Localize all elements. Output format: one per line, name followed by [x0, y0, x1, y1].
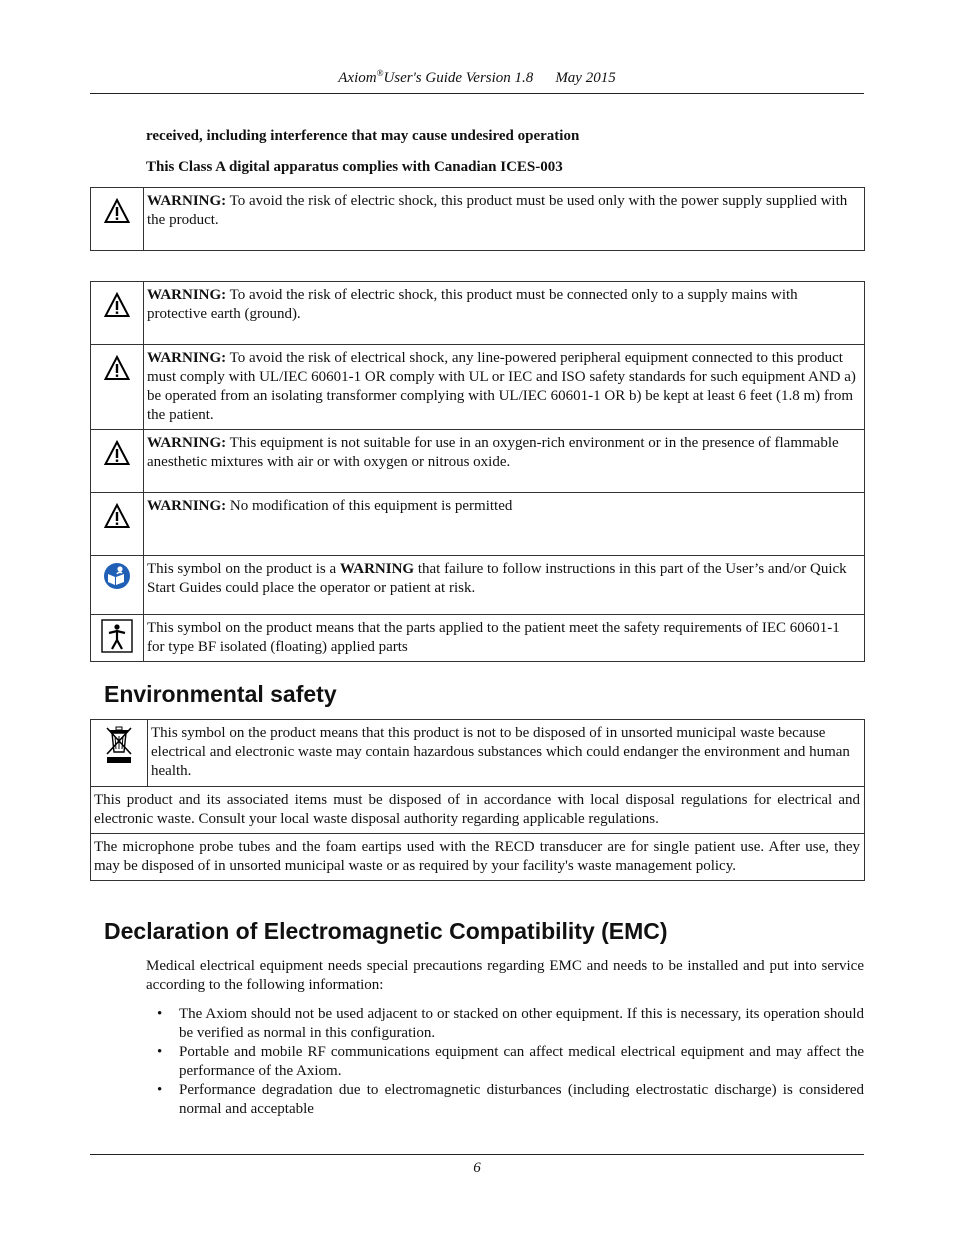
warning-row	[91, 493, 865, 556]
safety-warnings-table	[90, 281, 865, 662]
page-header	[90, 69, 864, 87]
list-item: • Portable and mobile RF communications equipment can affect medical electrical equipment and may affect the performance of the Axiom.	[157, 1044, 864, 1079]
warning-text: To avoid the risk of electrical shock, any line-powered peripheral equipment connected to this product must comply with UL/IEC 60601-1 OR comply with UL or IEC and ISO safety standards for such equipment AND a) be operated from an isolating transformer complying with UL/IEC 60601-1 OR b) be kept at least 6 feet (1.8 m) from the patient.	[147, 350, 856, 423]
weee-row	[91, 720, 865, 787]
warning-row	[91, 345, 865, 430]
warning-triangle-icon	[104, 292, 130, 318]
warning-text: No modification of this equipment is permitted	[226, 498, 513, 514]
emc-bullet-list	[146, 1005, 864, 1119]
warning-triangle-icon	[104, 198, 130, 224]
weee-text: This symbol on the product means that this product is not to be disposed of in unsorted municipal waste because electrical and electronic waste may contain hazardous substances which could endanger the environment and human health.	[148, 720, 865, 787]
warning-text: To avoid the risk of electric shock, this product must be used only with the power supply supplied with the product.	[147, 193, 848, 228]
warning-label: WARNING:	[147, 193, 227, 209]
warning-text: This equipment is not suitable for use in an oxygen-rich environment or in the presence of flammable anesthetic mixtures with air or with oxygen or nitrous oxide.	[147, 435, 839, 470]
bf-symbol-row	[91, 615, 865, 662]
list-item: • The Axiom should not be used adjacent to or stacked on other equipment. If this is necessary, its operation should be verified as normal in this configuration.	[157, 1006, 864, 1041]
probe-text: The microphone probe tubes and the foam eartips used with the RECD transducer are for single patient use. After use, they may be disposed of in unsorted municipal waste or as required by your facility's waste management policy.	[91, 834, 865, 881]
warning-triangle-icon	[104, 355, 130, 381]
header-product: Axiom	[338, 70, 377, 86]
manual-symbol-pre: This symbol on the product is a	[147, 561, 340, 577]
warning-row	[91, 188, 865, 251]
probe-row	[91, 834, 865, 881]
intro-line-2: This Class A digital apparatus complies with Canadian ICES-003	[146, 159, 563, 175]
bullet-glyph: •	[157, 1082, 163, 1098]
emc-intro: Medical electrical equipment needs special precautions regarding EMC and needs to be installed and put into service according to the following information:	[146, 958, 864, 993]
intro-line-1: received, including interference that may cause undesired operation	[146, 128, 580, 144]
disposal-text: This product and its associated items must be disposed of in accordance with local disposal regulations for electrical and electronic waste. Consult your local waste disposal authority regarding applicable regulations.	[91, 787, 865, 834]
list-item: • Performance degradation due to electromagnetic disturbances (including electrostatic discharge) is considered normal and acceptable	[157, 1082, 864, 1117]
manual-symbol-row	[91, 556, 865, 615]
emc-heading: Declaration of Electromagnetic Compatibility (EMC)	[104, 918, 668, 944]
header-guide: User's Guide Version 1.8	[383, 70, 534, 86]
environmental-table	[90, 719, 865, 881]
manual-symbol-bold: WARNING	[339, 561, 415, 577]
warning-label: WARNING:	[147, 435, 227, 451]
warning-triangle-icon	[104, 503, 130, 529]
page-number: 6	[473, 1160, 481, 1176]
warning-label: WARNING:	[147, 287, 227, 303]
warning-text: To avoid the risk of electric shock, this product must be connected only to a supply mains with protective earth (ground).	[147, 287, 798, 322]
footer-rule	[90, 1154, 864, 1155]
disposal-row	[91, 787, 865, 834]
type-bf-applied-part-icon	[101, 619, 133, 653]
warning-row	[91, 282, 865, 345]
manual-symbol-post: that failure to follow instructions in this part of the User’s and/or Quick Start Guides could place the operator or patient at risk.	[147, 561, 847, 596]
consult-manual-icon	[103, 562, 131, 590]
bf-symbol-text: This symbol on the product means that the parts applied to the patient meet the safety requirements of IEC 60601-1 for type BF isolated (floating) applied parts	[144, 615, 865, 662]
warning-row	[91, 430, 865, 493]
registered-mark: ®	[376, 68, 384, 78]
warning-label: WARNING:	[147, 350, 227, 366]
bullet-glyph: •	[157, 1044, 163, 1060]
weee-crossed-bin-icon	[104, 724, 134, 764]
bullet-glyph: •	[157, 1006, 163, 1022]
warning-triangle-icon	[104, 440, 130, 466]
header-rule	[90, 93, 864, 94]
environmental-heading: Environmental safety	[104, 681, 337, 707]
header-date: May 2015	[555, 70, 616, 86]
warning-label: WARNING:	[147, 498, 227, 514]
warning-power-table	[90, 187, 865, 251]
